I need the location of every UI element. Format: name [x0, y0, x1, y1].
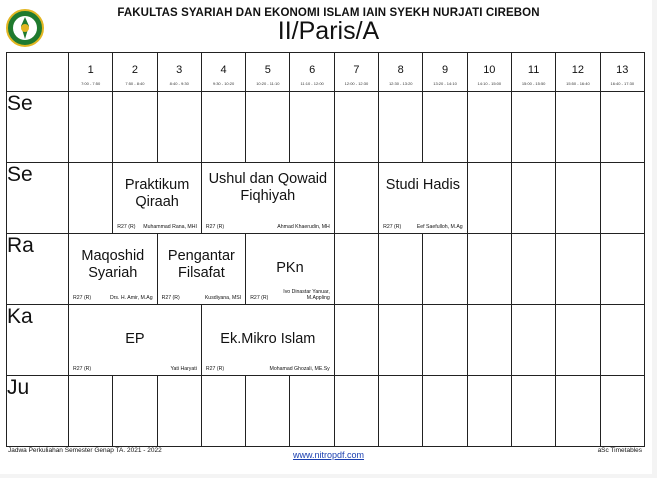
- lesson-ep[interactable]: [69, 305, 202, 376]
- period-header-row: [7, 53, 645, 92]
- period-header: [69, 53, 113, 92]
- empty-slot: [556, 234, 600, 305]
- empty-slot: [246, 92, 290, 163]
- period-header: [556, 53, 600, 92]
- day-row: [7, 92, 645, 163]
- empty-slot: [511, 163, 555, 234]
- empty-slot: [69, 163, 113, 234]
- period-number: 12: [571, 64, 585, 76]
- empty-slot: [246, 376, 290, 447]
- period-number: 8: [397, 64, 404, 76]
- footer-link[interactable]: www.nitropdf.com: [292, 450, 365, 460]
- period-time: 15:00 - 15:50: [521, 81, 546, 86]
- empty-slot: [379, 234, 423, 305]
- period-header: [467, 53, 511, 92]
- period-time: 11:10 - 12:00: [300, 81, 324, 86]
- period-header: [201, 53, 245, 92]
- lesson-title: Studi Hadis: [385, 177, 460, 193]
- lesson-praktikum-qiraah[interactable]: [113, 163, 202, 234]
- lesson-ek-mikro-islam[interactable]: [201, 305, 334, 376]
- empty-slot: [600, 305, 644, 376]
- lesson-title: Ek.Mikro Islam: [220, 331, 316, 347]
- period-number: 10: [483, 64, 496, 76]
- empty-slot: [467, 234, 511, 305]
- period-time: 12:30 - 13:20: [388, 81, 413, 86]
- empty-slot: [334, 163, 378, 234]
- period-time: 16:40 - 17:30: [610, 81, 635, 86]
- period-number: 9: [441, 64, 449, 76]
- empty-slot: [334, 234, 378, 305]
- empty-slot: [157, 92, 201, 163]
- day-label: Ju: [7, 376, 69, 447]
- empty-slot: [423, 376, 467, 447]
- period-time: 8:40 - 9:30: [169, 81, 189, 86]
- day-label: Ka: [7, 305, 69, 376]
- empty-slot: [290, 92, 334, 163]
- empty-slot: [511, 376, 555, 447]
- day-label: Se: [7, 163, 69, 234]
- empty-slot: [467, 92, 511, 163]
- empty-slot: [467, 305, 511, 376]
- period-header: [290, 53, 334, 92]
- empty-slot: [69, 376, 113, 447]
- day-row: [7, 305, 645, 376]
- empty-slot: [113, 92, 157, 163]
- empty-slot: [379, 305, 423, 376]
- period-header: [157, 53, 201, 92]
- empty-slot: [379, 92, 423, 163]
- corner-cell: [7, 53, 69, 92]
- period-time: 9:30 - 10:20: [212, 81, 235, 86]
- lesson-room: R27 (R): [205, 224, 225, 230]
- lesson-room: R27 (R): [117, 224, 136, 230]
- period-number: 7: [353, 64, 360, 76]
- empty-slot: [334, 376, 378, 447]
- empty-slot: [556, 376, 600, 447]
- empty-slot: [556, 163, 600, 234]
- empty-slot: [157, 376, 201, 447]
- empty-slot: [600, 92, 644, 163]
- footer-semester-note: Jadwa Perkuliahan Semester Genap TA. 2021 - 2022: [8, 447, 162, 454]
- lesson-pengantar-filsafat[interactable]: [157, 234, 246, 305]
- period-number: 3: [176, 64, 183, 76]
- period-number: 6: [309, 64, 316, 76]
- empty-slot: [290, 376, 334, 447]
- lesson-title: Praktikum Qiraah: [124, 177, 190, 210]
- lesson-studi-hadis[interactable]: [379, 163, 468, 234]
- empty-slot: [600, 234, 644, 305]
- empty-slot: [334, 305, 378, 376]
- lesson-maqoshid-syariah[interactable]: [69, 234, 158, 305]
- footer-brand: aSc Timetables: [597, 447, 642, 454]
- period-header: [423, 53, 467, 92]
- lesson-room: R27 (R): [161, 295, 180, 301]
- empty-slot: [600, 163, 644, 234]
- period-header: [246, 53, 290, 92]
- lesson-teacher: Kusdiyana, MSI: [204, 295, 242, 301]
- period-time: 13:20 - 14:10: [433, 81, 457, 86]
- period-time: 7:50 - 8:40: [125, 81, 145, 86]
- lesson-ushul-qowaid[interactable]: [201, 163, 334, 234]
- period-time: 14:10 - 15:00: [477, 81, 502, 86]
- lesson-title: PKn: [276, 260, 304, 276]
- period-header: [600, 53, 644, 92]
- lesson-room: R27 (R): [205, 366, 225, 372]
- lesson-teacher: Ivo Dinastar Yanuar, M.Appling: [283, 289, 330, 301]
- period-time: 15:50 - 16:40: [566, 81, 590, 86]
- empty-slot: [334, 92, 378, 163]
- period-number: 1: [87, 64, 94, 76]
- lesson-room: R27 (R): [73, 366, 92, 372]
- lesson-title: EP: [125, 331, 145, 347]
- day-row: [7, 234, 645, 305]
- period-number: 4: [220, 64, 227, 76]
- empty-slot: [511, 305, 555, 376]
- empty-slot: [511, 92, 555, 163]
- school-name: FAKULTAS SYARIAH DAN EKONOMI ISLAM IAIN SYEKH NURJATI CIREBON: [117, 7, 540, 19]
- empty-slot: [423, 305, 467, 376]
- empty-slot: [556, 305, 600, 376]
- empty-slot: [201, 376, 245, 447]
- lesson-teacher: Ahmad Khaerudin, MH: [277, 224, 330, 230]
- period-header: [379, 53, 423, 92]
- period-number: 2: [131, 64, 138, 76]
- empty-slot: [379, 376, 423, 447]
- period-time: 7:00 - 7:50: [81, 81, 101, 86]
- period-time: 10:20 - 11:10: [256, 81, 280, 86]
- timetable-grid: [6, 52, 645, 447]
- empty-slot: [423, 234, 467, 305]
- period-number: 13: [616, 64, 629, 76]
- day-row: [7, 376, 645, 447]
- lesson-room: R27 (R): [250, 295, 269, 301]
- empty-slot: [467, 376, 511, 447]
- lesson-teacher: Yati Haryati: [170, 366, 197, 372]
- lesson-pkn[interactable]: [246, 234, 335, 305]
- empty-slot: [600, 376, 644, 447]
- lesson-teacher: Drs. H. Amir, M.Ag: [109, 295, 153, 301]
- empty-slot: [113, 376, 157, 447]
- lesson-title: Pengantar Filsafat: [167, 248, 235, 281]
- empty-slot: [467, 163, 511, 234]
- empty-slot: [69, 92, 113, 163]
- lesson-room: R27 (R): [383, 224, 402, 230]
- day-label: Se: [7, 92, 69, 163]
- period-header: [113, 53, 157, 92]
- period-number: 11: [527, 64, 540, 76]
- lesson-teacher: Muhammad Rana, MHI: [143, 224, 197, 230]
- empty-slot: [511, 234, 555, 305]
- lesson-title: Maqoshid Syariah: [81, 248, 145, 281]
- class-title: II/Paris/A: [277, 17, 380, 45]
- period-header: [511, 53, 555, 92]
- empty-slot: [201, 92, 245, 163]
- period-number: 5: [264, 64, 271, 76]
- period-time: 12:00 - 12:30: [344, 81, 369, 86]
- day-label: Ra: [7, 234, 69, 305]
- lesson-title: Ushul dan Qowaid Fiqhiyah: [208, 171, 328, 204]
- lesson-teacher: Eef Saefulloh, M.Ag: [416, 224, 463, 230]
- period-header: [334, 53, 378, 92]
- lesson-room: R27 (R): [73, 295, 92, 301]
- empty-slot: [556, 92, 600, 163]
- day-row: [7, 163, 645, 234]
- lesson-teacher: Mohamad Ghozali, ME.Sy: [269, 366, 330, 372]
- empty-slot: [423, 92, 467, 163]
